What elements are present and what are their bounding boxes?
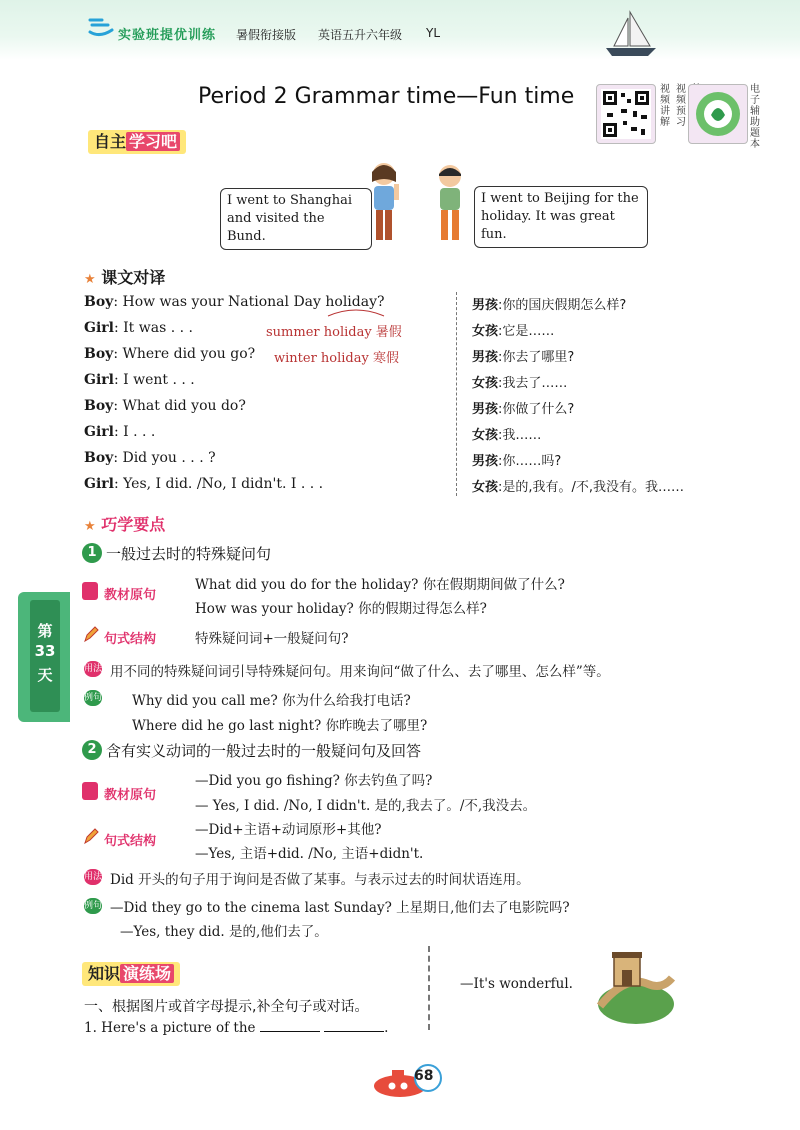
- speaker-zh: 男孩: [472, 350, 499, 365]
- dialogue-zh-4: 女孩:我去了……: [472, 376, 568, 391]
- note-winter-holiday: winter holiday 寒假: [274, 351, 399, 366]
- speaker: Boy: [84, 450, 114, 466]
- day-tab: [18, 592, 70, 722]
- dialogue-text: How was your National Day holiday?: [122, 294, 385, 310]
- dialogue-text-zh: 我……: [502, 428, 542, 443]
- qr-code-ebook[interactable]: [688, 84, 748, 144]
- point-title-2: 含有实义动词的一般过去时的一般疑问句及回答: [106, 742, 422, 760]
- qr-code-icon: [597, 85, 655, 143]
- note-summer-holiday: summer holiday 暑假: [266, 325, 402, 340]
- qr-ebook-label: 电子辅助题本: [750, 84, 760, 150]
- girl-illustration: [364, 160, 408, 248]
- code-label: YL: [426, 26, 441, 40]
- original-1-line-1: What did you do for the holiday? 你在假期期间做了什么?: [195, 577, 565, 593]
- speaker: Boy: [84, 294, 114, 310]
- page-number: 68: [414, 1068, 434, 1084]
- dialogue-text-zh: 你去了哪里?: [502, 350, 575, 365]
- banner-part-b: 演练场: [120, 964, 174, 983]
- bubble-right-line-2: holiday. It was great fun.: [481, 209, 615, 242]
- usage-1-text: 用不同的特殊疑问词引导特殊疑问句。用来询问“做了什么、去了哪里、怎么样”等。: [110, 664, 610, 680]
- dialogue-text: What did you do?: [122, 398, 246, 414]
- star-icon: ★: [84, 272, 96, 287]
- exercise-divider: [428, 946, 430, 1030]
- bubble-left-line-1: I went to Shanghai: [227, 193, 353, 208]
- dialogue-en-6: Girl: I . . .: [84, 424, 156, 440]
- speaker-zh: 男孩: [472, 298, 499, 313]
- speaker: Boy: [84, 346, 114, 362]
- translation-heading-text: 课文对译: [101, 268, 166, 287]
- speaker: Girl: [84, 372, 114, 388]
- speaker: Girl: [84, 320, 114, 336]
- qr-code-video[interactable]: [596, 84, 656, 144]
- note-pointer-lines: [326, 306, 386, 324]
- dialogue-en-8: Girl: Yes, I did. /No, I didn't. I . . .: [84, 476, 324, 492]
- speaker: Boy: [84, 398, 114, 414]
- dialogue-text-zh: 它是……: [502, 324, 555, 339]
- question-text: 1. Here's a picture of the: [84, 1020, 256, 1036]
- dialogue-text: It was . . .: [123, 320, 193, 336]
- dialogue-zh-7: 男孩:你……吗?: [472, 454, 562, 469]
- tag-structure-2: 句式结构: [104, 834, 157, 849]
- structure-1-line-1: 特殊疑问词+一般疑问句?: [195, 631, 349, 647]
- answer-blank-1[interactable]: [260, 1019, 320, 1032]
- example-1-line-2: Where did he go last night? 你昨晚去了哪里?: [132, 718, 428, 734]
- tag-original-1: 教材原句: [104, 588, 157, 603]
- structure-2-line-1: —Did+主语+动词原形+其他?: [195, 822, 382, 838]
- page-title: Period 2 Grammar time—Fun time: [198, 84, 575, 109]
- usage-badge-2: 用法: [84, 869, 102, 885]
- speaker-zh: 女孩: [472, 376, 499, 391]
- speaker-zh: 女孩: [472, 480, 499, 495]
- tag-original-2: 教材原句: [104, 788, 157, 803]
- speaker-zh: 男孩: [472, 402, 499, 417]
- key-points-heading-text: 巧学要点: [101, 515, 166, 534]
- dialogue-zh-5: 男孩:你做了什么?: [472, 402, 575, 417]
- example-1-line-1: Why did you call me? 你为什么给我打电话?: [132, 693, 411, 709]
- speech-bubble-left: [220, 188, 372, 250]
- exercise-instruction: 一、根据图片或首字母提示,补全句子或对话。: [84, 999, 369, 1015]
- day-tab-suffix: 天: [37, 666, 53, 684]
- exercise-question-1: 1. Here's a picture of the .: [84, 1020, 389, 1036]
- usage-2-text: Did 开头的句子用于询问是否做了某事。与表示过去的时间状语连用。: [110, 872, 530, 888]
- dialogue-text: Yes, I did. /No, I didn't. I . . .: [123, 476, 324, 492]
- dialogue-en-1: Boy: How was your National Day holiday?: [84, 294, 385, 310]
- point-title-1: 一般过去时的特殊疑问句: [106, 545, 272, 563]
- dialogue-text: Did you . . . ?: [122, 450, 216, 466]
- key-points-heading: [84, 512, 165, 535]
- example-badge-1: 例句: [84, 690, 102, 706]
- dialogue-zh-1: 男孩:你的国庆假期怎么样?: [472, 298, 627, 313]
- speaker-zh: 女孩: [472, 324, 499, 339]
- qr-video-label-1: 视频讲解: [660, 84, 670, 128]
- dialogue-text-zh: 你的国庆假期怎么样?: [502, 298, 627, 313]
- great-wall-illustration: [596, 944, 676, 1026]
- point-number-1: 1: [82, 543, 102, 563]
- dialogue-zh-8: 女孩:是的,我有。/不,我没有。我……: [472, 480, 685, 495]
- speaker-zh: 男孩: [472, 454, 499, 469]
- example-2-line-2: —Yes, they did. 是的,他们去了。: [120, 924, 328, 940]
- speaker-zh: 女孩: [472, 428, 499, 443]
- dialogue-zh-6: 女孩:我……: [472, 428, 542, 443]
- banner-part-a: 知识: [88, 964, 121, 983]
- bubble-right-line-1: I went to Beijing for the: [481, 191, 639, 206]
- dialogue-text: I went . . .: [123, 372, 195, 388]
- edition-label: 暑假衔接版: [236, 28, 297, 42]
- speaker: Girl: [84, 476, 114, 492]
- pencil-icon: [82, 826, 100, 850]
- usage-badge-1: 用法: [84, 661, 102, 677]
- banner-part-a: 自主: [94, 132, 127, 151]
- dialogue-zh-3: 男孩:你去了哪里?: [472, 350, 575, 365]
- point-number-2: 2: [82, 740, 102, 760]
- day-tab-prefix: 第: [37, 622, 53, 640]
- qr-video-label-2: 视频预习: [676, 84, 686, 128]
- example-2-line-1: —Did they go to the cinema last Sunday? 上星期日,他们去了电影院吗?: [110, 900, 570, 916]
- speaker: Girl: [84, 424, 114, 440]
- bubble-left-line-2: and visited the Bund.: [227, 211, 325, 244]
- dialogue-text-zh: 我去了……: [502, 376, 568, 391]
- tag-structure-1: 句式结构: [104, 632, 157, 647]
- book-icon: [82, 782, 98, 800]
- exercise-answer-line: —It's wonderful.: [460, 976, 573, 992]
- practice-banner: [82, 962, 180, 986]
- ebook-code-icon: [689, 85, 747, 143]
- dialogue-en-4: Girl: I went . . .: [84, 372, 195, 388]
- answer-blank-2[interactable]: [324, 1019, 384, 1032]
- day-tab-number: 33: [34, 642, 56, 660]
- boy-illustration: [428, 162, 472, 246]
- dialogue-en-5: Boy: What did you do?: [84, 398, 246, 414]
- dialogue-text-zh: 你……吗?: [502, 454, 562, 469]
- series-logo-icon: [88, 16, 114, 38]
- speech-bubble-right: [474, 186, 648, 248]
- dialogue-text: Where did you go?: [122, 346, 256, 362]
- dialogue-en-2: Girl: It was . . .: [84, 320, 193, 336]
- dialogue-text-zh: 你做了什么?: [502, 402, 575, 417]
- translation-heading: [84, 265, 165, 288]
- self-study-banner: [88, 130, 186, 154]
- subject-label: 英语五升六年级: [318, 28, 403, 42]
- dialogue-text: I . . .: [123, 424, 156, 440]
- banner-part-b: 学习吧: [126, 132, 180, 151]
- original-2-line-1: —Did you go fishing? 你去钓鱼了吗?: [195, 773, 433, 789]
- dialogue-en-7: Boy: Did you . . . ?: [84, 450, 216, 466]
- book-icon: [82, 582, 98, 600]
- original-1-line-2: How was your holiday? 你的假期过得怎么样?: [195, 601, 487, 617]
- dialogue-en-3: Boy: Where did you go?: [84, 346, 256, 362]
- star-icon: ★: [84, 519, 96, 534]
- original-2-line-2: — Yes, I did. /No, I didn't. 是的,我去了。/不,我没去。: [195, 798, 537, 814]
- dialogue-text-zh: 是的,我有。/不,我没有。我……: [502, 480, 685, 495]
- pencil-icon: [82, 624, 100, 648]
- series-name: 实验班提优训练: [118, 28, 217, 43]
- dialogue-zh-2: 女孩:它是……: [472, 324, 555, 339]
- structure-2-line-2: —Yes, 主语+did. /No, 主语+didn't.: [195, 846, 424, 862]
- translation-divider: [456, 292, 457, 496]
- example-badge-2: 例句: [84, 898, 102, 914]
- sailboat-icon: [600, 8, 662, 60]
